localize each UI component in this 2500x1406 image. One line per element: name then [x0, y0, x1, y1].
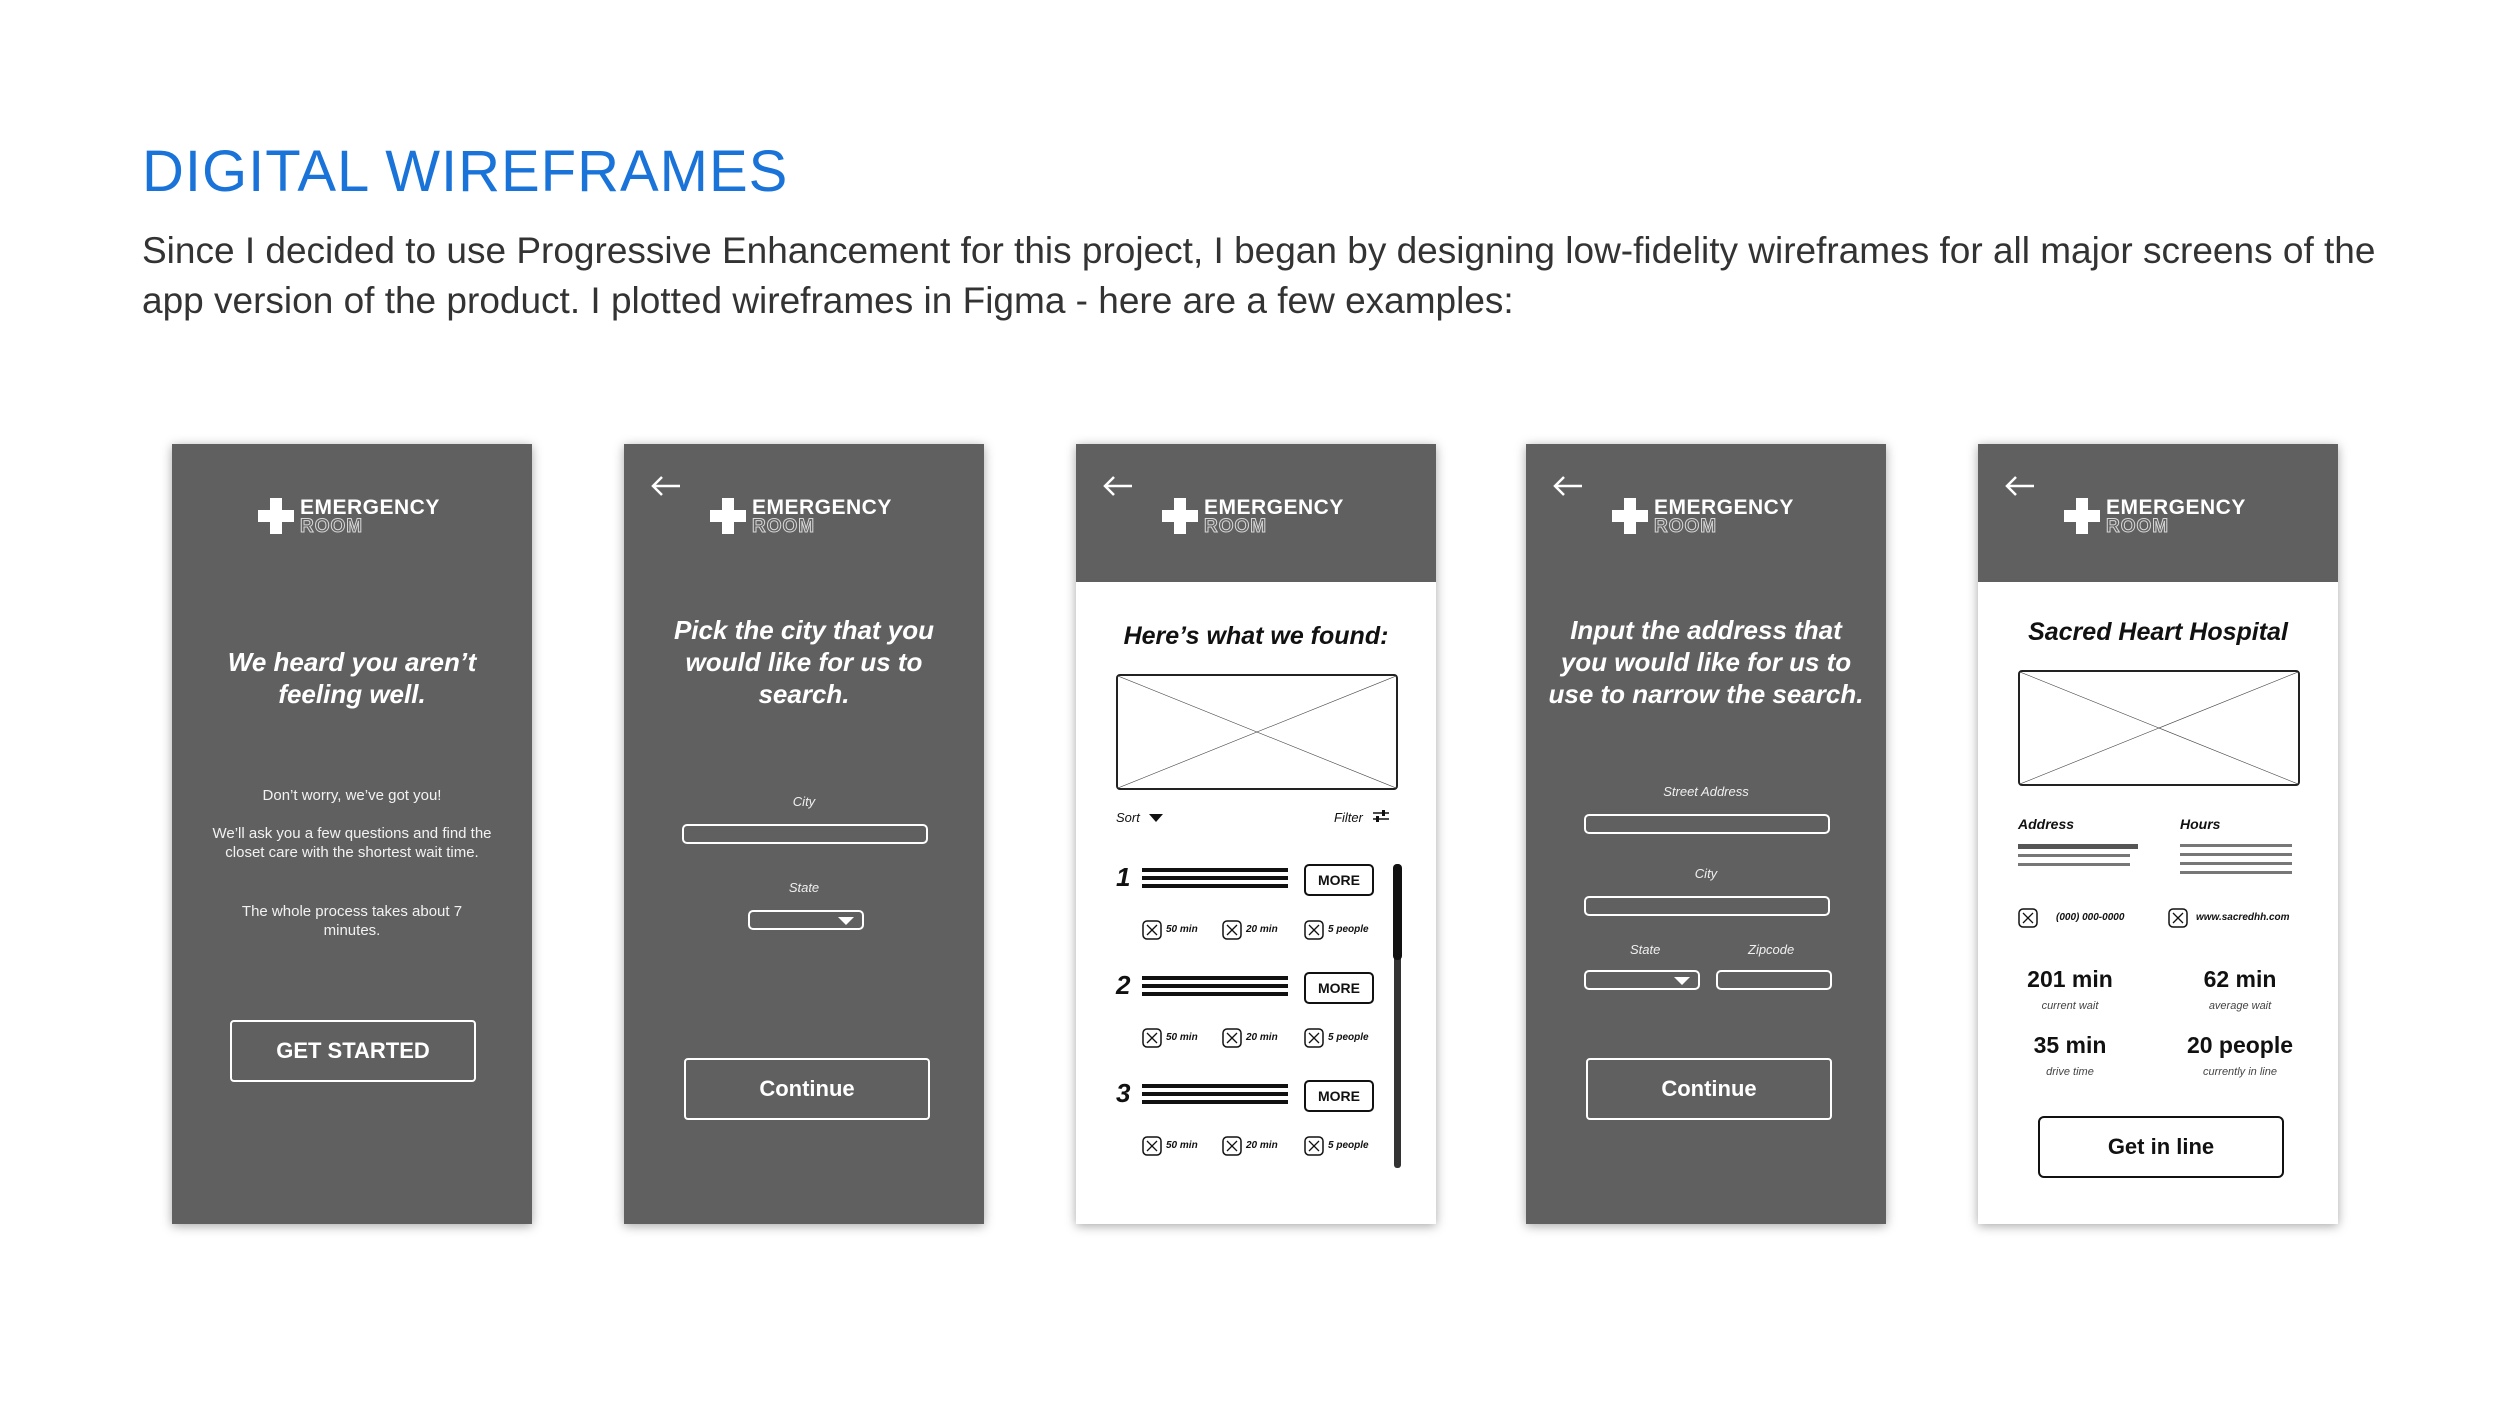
hours-text-lines [2180, 844, 2292, 874]
wait-time-icon [1222, 1028, 1242, 1048]
sort-label: Sort [1116, 810, 1140, 825]
zipcode-label: Zipcode [1748, 942, 1795, 957]
welcome-duration: The whole process takes about 7 minutes. [241, 903, 463, 939]
chevron-down-icon [838, 917, 854, 925]
logo-text-room: ROOM [1204, 516, 1268, 537]
logo [2064, 492, 2254, 540]
hospital-name: Sacred Heart Hospital [2028, 618, 2288, 646]
logo-text-emergency: EMERGENCY [1204, 496, 1344, 519]
city-label: City [1694, 866, 1718, 881]
map-image-placeholder [1116, 674, 1398, 790]
wait-time-text: 20 min [1246, 924, 1278, 935]
back-arrow-icon[interactable] [650, 474, 682, 498]
people-in-line-value: 20 people [2186, 1032, 2294, 1058]
zipcode-input[interactable] [1716, 970, 1832, 990]
logo [258, 492, 448, 540]
wait-time-text: 20 min [1246, 1032, 1278, 1043]
people-text: 5 people [1328, 1140, 1369, 1151]
drive-time-icon [1142, 920, 1162, 940]
chevron-down-icon [1674, 977, 1690, 985]
state-label: State [788, 880, 820, 895]
logo-text-emergency: EMERGENCY [300, 496, 440, 519]
sliders-icon [1373, 810, 1389, 822]
people-icon [1304, 1028, 1324, 1048]
current-wait-caption: current wait [2041, 1000, 2099, 1012]
welcome-reassurance: Don’t worry, we’ve got you! [262, 787, 442, 804]
people-text: 5 people [1328, 924, 1369, 935]
logo [1162, 492, 1352, 540]
cross-icon [710, 498, 746, 534]
continue-button[interactable]: Continue [684, 1058, 930, 1120]
drive-time-value: 35 min [2033, 1032, 2107, 1058]
phone-number[interactable]: (000) 000-0000 [2056, 912, 2125, 923]
wait-time-text: 20 min [1246, 1140, 1278, 1151]
intro-paragraph: Since I decided to use Progressive Enhancement for this project, I began by designing low-fidelity wireframes for all major screens of the app version of the product. I plotted wireframes in Figma - here are a few examples: [142, 230, 2376, 321]
wait-time-icon [1222, 920, 1242, 940]
people-icon [1304, 920, 1324, 940]
image-placeholder-icon [2020, 672, 2298, 784]
welcome-heading: We heard you aren’t feeling well. [227, 647, 477, 709]
drive-time-text: 50 min [1166, 1032, 1198, 1043]
continue-button[interactable]: Continue [1586, 1058, 1832, 1120]
state-label: State [1630, 942, 1661, 957]
city-heading: Pick the city that you would like for us to search. [673, 615, 935, 709]
street-address-input[interactable] [1584, 814, 1830, 834]
drive-time-icon [1142, 1028, 1162, 1048]
drive-time-text: 50 min [1166, 1140, 1198, 1151]
get-started-button[interactable]: GET STARTED [230, 1020, 476, 1082]
image-placeholder-icon [1118, 676, 1396, 788]
wireframe-address [1526, 444, 1886, 1224]
logo-text-emergency: EMERGENCY [752, 496, 892, 519]
website-link[interactable]: www.sacredhh.com [2196, 912, 2290, 923]
phone-icon [2018, 908, 2038, 928]
people-icon [1304, 1136, 1324, 1156]
back-arrow-icon[interactable] [1552, 474, 1584, 498]
logo-text-room: ROOM [1654, 516, 1718, 537]
get-in-line-button[interactable]: Get in line [2038, 1116, 2284, 1178]
globe-icon [2168, 908, 2188, 928]
logo-text-emergency: EMERGENCY [2106, 496, 2246, 519]
result-rank: 3 [1116, 1078, 1131, 1108]
hospital-image-placeholder [2018, 670, 2300, 786]
wait-time-icon [1222, 1136, 1242, 1156]
logo-text-room: ROOM [2106, 516, 2170, 537]
address-label: Address [2018, 816, 2075, 832]
logo [710, 492, 900, 540]
result-rank: 2 [1116, 970, 1131, 1000]
state-select[interactable] [748, 910, 864, 930]
results-heading: Here’s what we found: [1123, 622, 1389, 650]
cross-icon [2064, 498, 2100, 534]
result-text-lines [1142, 1084, 1288, 1114]
cross-icon [1162, 498, 1198, 534]
page-title: DIGITAL WIREFRAMES [142, 139, 789, 204]
logo [1612, 492, 1802, 540]
filter-control[interactable] [1334, 810, 1389, 825]
back-arrow-icon[interactable] [2004, 474, 2036, 498]
city-label: City [792, 794, 816, 809]
wireframe-city [624, 444, 984, 1224]
cross-icon [1612, 498, 1648, 534]
street-label: Street Address [1663, 784, 1749, 799]
result-text-lines [1142, 976, 1288, 1006]
city-input[interactable] [1584, 896, 1830, 916]
scrollbar-thumb[interactable] [1393, 864, 1402, 960]
people-text: 5 people [1328, 1032, 1369, 1043]
people-in-line-caption: currently in line [2203, 1066, 2277, 1078]
back-arrow-icon[interactable] [1102, 474, 1134, 498]
address-text-lines [2018, 844, 2138, 866]
address-heading: Input the address that you would like for us to use to narrow the search. [1548, 615, 1864, 709]
welcome-explanation: We’ll ask you a few questions and find the closet care with the shortest wait time. [212, 825, 492, 861]
current-wait-value: 201 min [2027, 966, 2113, 992]
sort-control[interactable] [1116, 810, 1163, 825]
wireframe-results [1076, 444, 1436, 1224]
average-wait-value: 62 min [2203, 966, 2277, 992]
result-text-lines [1142, 868, 1288, 898]
average-wait-caption: average wait [2208, 1000, 2272, 1012]
logo-text-room: ROOM [752, 516, 816, 537]
state-select[interactable] [1584, 970, 1700, 990]
drive-time-caption: drive time [2046, 1066, 2094, 1078]
result-rank: 1 [1116, 862, 1131, 892]
more-button[interactable]: MORE [1304, 1080, 1374, 1112]
more-button[interactable]: MORE [1304, 864, 1374, 896]
drive-time-text: 50 min [1166, 924, 1198, 935]
results-scrollbar[interactable] [1394, 864, 1401, 1168]
wireframe-hospital-detail [1978, 444, 2338, 1224]
logo-text-room: ROOM [300, 516, 364, 537]
filter-label: Filter [1334, 810, 1363, 825]
wireframe-welcome [172, 444, 532, 1224]
drive-time-icon [1142, 1136, 1162, 1156]
caret-down-icon [1149, 814, 1163, 822]
more-button[interactable]: MORE [1304, 972, 1374, 1004]
header [1076, 444, 1436, 582]
cross-icon [258, 498, 294, 534]
city-input[interactable] [682, 824, 928, 844]
hours-label: Hours [2180, 816, 2221, 832]
logo-text-emergency: EMERGENCY [1654, 496, 1794, 519]
header [1978, 444, 2338, 582]
